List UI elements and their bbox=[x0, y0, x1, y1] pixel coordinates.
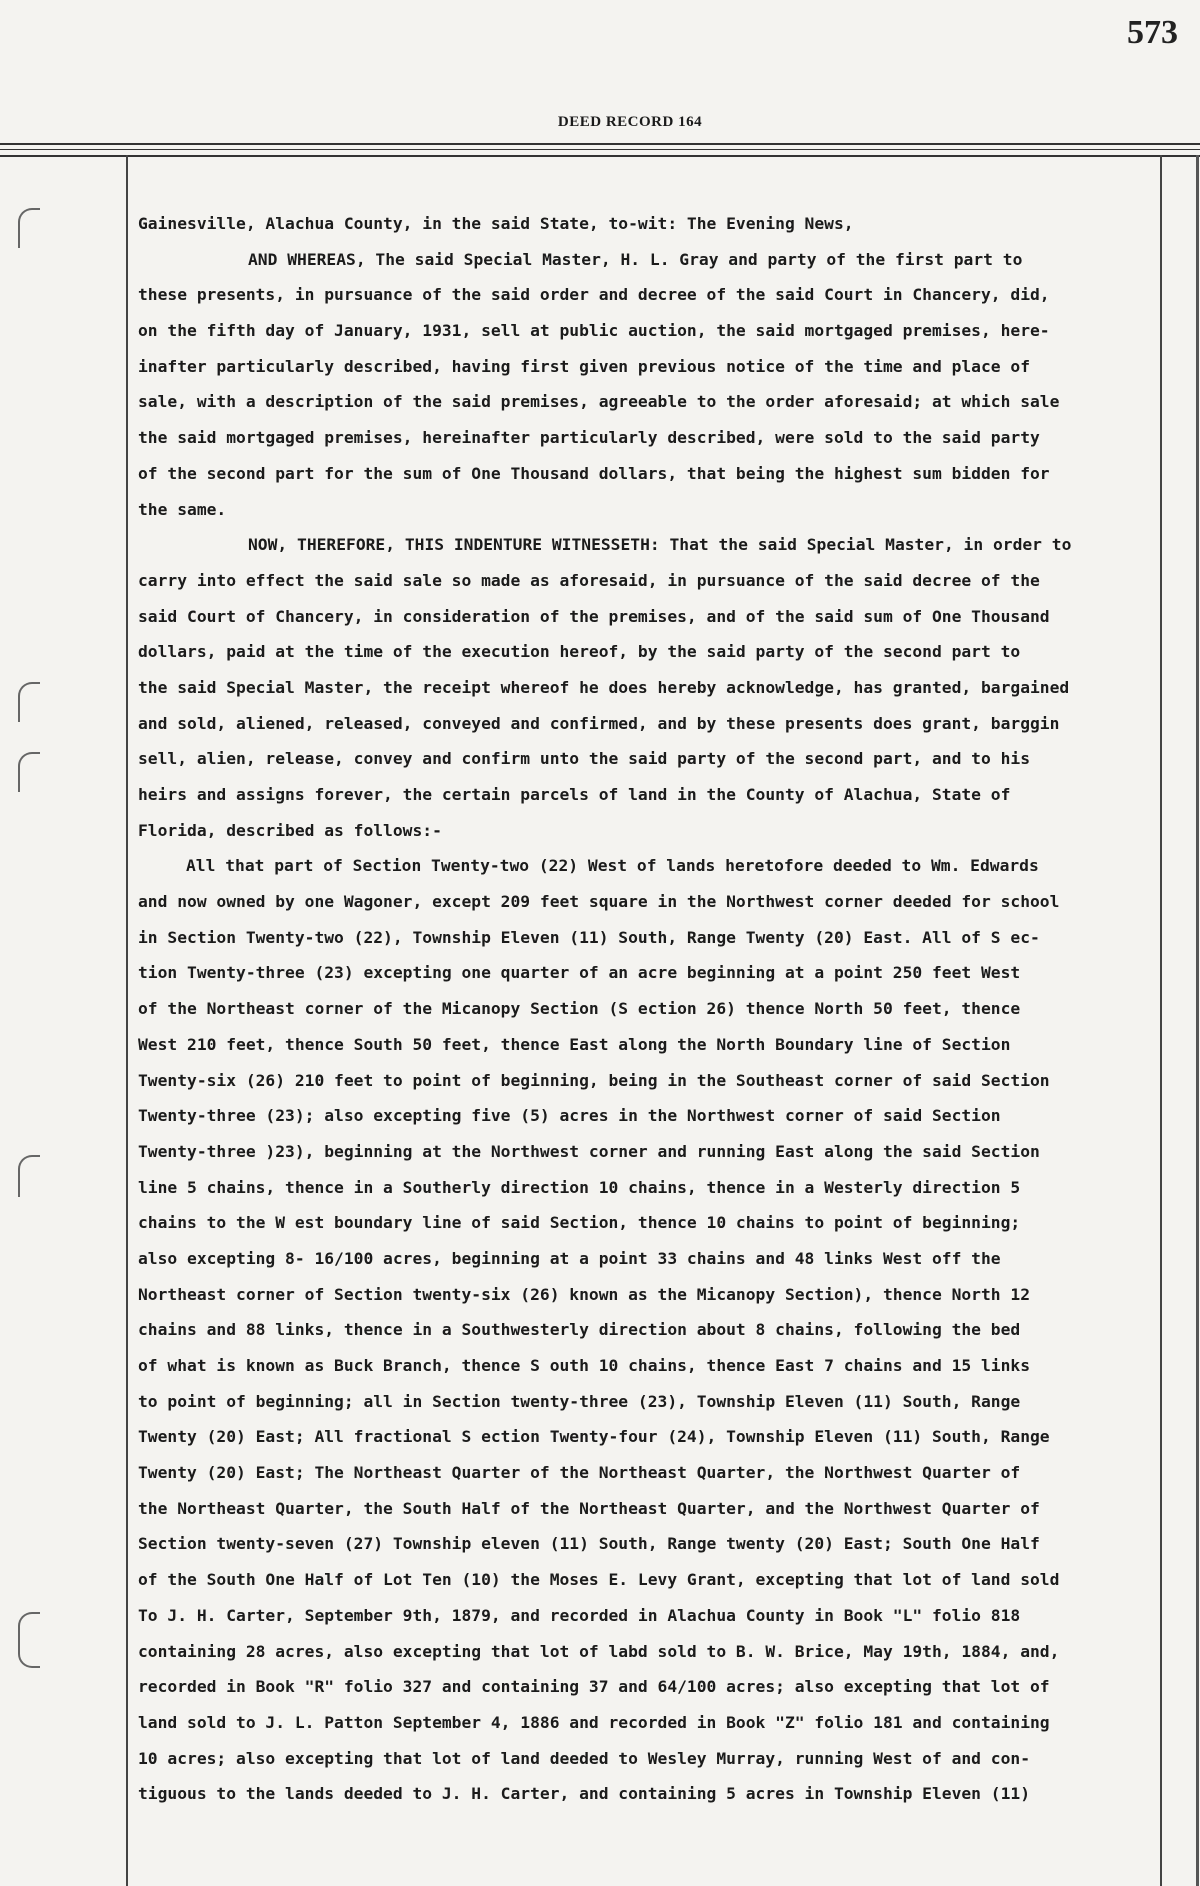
deed-text-line: tiguous to the lands deeded to J. H. Carter, and containing 5 acres in Township Eleven (11) bbox=[138, 1784, 1030, 1804]
header-rule-middle bbox=[0, 149, 1200, 150]
deed-text-line: heirs and assigns forever, the certain parcels of land in the County of Alachua, State of bbox=[138, 785, 1011, 804]
deed-text-line: Twenty (20) East; All fractional S ection Twenty-four (24), Township Eleven (11) South, Range bbox=[138, 1427, 1050, 1447]
deed-text-line: of the second part for the sum of One Thousand dollars, that being the highest sum bidden for bbox=[138, 463, 1050, 483]
deed-text-line: chains to the W est boundary line of said Section, thence 10 chains to point of beginning; bbox=[138, 1213, 1021, 1233]
right-margin-line bbox=[1160, 155, 1162, 1886]
deed-text-line: to point of beginning; all in Section twenty-three (23), Township Eleven (11) South, Range bbox=[138, 1391, 1021, 1411]
deed-text-line: Twenty-three )23), beginning at the Northwest corner and running East along the said Section bbox=[138, 1141, 1040, 1161]
deed-text-line: Twenty (20) East; The Northeast Quarter of the Northeast Quarter, the Northwest Quarter of bbox=[138, 1463, 1021, 1483]
deed-text-line: To J. H. Carter, September 9th, 1879, and recorded in Alachua County in Book "L" folio 818 bbox=[138, 1605, 1021, 1625]
deed-text-line: said Court of Chancery, in consideration of the premises, and of the said sum of One Thousand bbox=[138, 606, 1050, 626]
deed-text-line: All that part of Section Twenty-two (22) West of lands heretofore deeded to Wm. Edwards bbox=[186, 856, 1039, 876]
deed-text-line: of the Northeast corner of the Micanopy Section (S ection 26) thence North 50 feet, thence bbox=[138, 999, 1021, 1019]
deed-text-line: of what is known as Buck Branch, thence S outh 10 chains, thence East 7 chains and 15 links bbox=[138, 1356, 1030, 1375]
deed-text-line: sale, with a description of the said premises, agreeable to the order aforesaid; at which sale bbox=[138, 392, 1060, 412]
page-number: 573 bbox=[1127, 14, 1178, 51]
deed-text-line: these presents, in pursuance of the said order and decree of the said Court in Chancery, did, bbox=[138, 285, 1050, 305]
deed-text-line: Gainesville, Alachua County, in the said State, to-wit: The Evening News, bbox=[138, 214, 854, 233]
deed-text-line: Twenty-six (26) 210 feet to point of beginning, being in the Southeast corner of said Section bbox=[138, 1070, 1050, 1090]
binding-hole-mark bbox=[18, 682, 40, 722]
deed-text-line: and sold, aliened, released, conveyed and confirmed, and by these presents does grant, barggin bbox=[138, 713, 1060, 733]
deed-text-line: and now owned by one Wagoner, except 209 feet square in the Northwest corner deeded for school bbox=[138, 892, 1060, 912]
binding-hole-mark bbox=[18, 1155, 40, 1197]
deed-text-line: dollars, paid at the time of the execution hereof, by the said party of the second part to bbox=[138, 642, 1021, 662]
deed-text-line: tion Twenty-three (23) excepting one quarter of an acre beginning at a point 250 feet West bbox=[138, 963, 1021, 983]
deed-text-line: the Northeast Quarter, the South Half of the Northeast Quarter, and the Northwest Quarter of bbox=[138, 1498, 1040, 1518]
deed-text-line: in Section Twenty-two (22), Township Eleven (11) South, Range Twenty (20) East. All of S ec- bbox=[138, 927, 1040, 947]
deed-text-line: of the South One Half of Lot Ten (10) the Moses E. Levy Grant, excepting that lot of land sold bbox=[138, 1570, 1060, 1590]
deed-text-line: Section twenty-seven (27) Township eleven (11) South, Range twenty (20) East; South One Half bbox=[138, 1534, 1040, 1554]
deed-text-line: recorded in Book "R" folio 327 and containing 37 and 64/100 acres; also excepting that lot of bbox=[138, 1677, 1050, 1697]
binding-hole-mark bbox=[18, 208, 40, 248]
deed-text-line: also excepting 8- 16/100 acres, beginning at a point 33 chains and 48 links West off the bbox=[138, 1248, 1001, 1268]
deed-text-line: land sold to J. L. Patton September 4, 1886 and recorded in Book "Z" folio 181 and containing bbox=[138, 1712, 1050, 1732]
deed-text-line: West 210 feet, thence South 50 feet, thence East along the North Boundary line of Section bbox=[138, 1034, 1011, 1054]
binding-hole-mark bbox=[18, 1612, 40, 1668]
deed-text-line: on the fifth day of January, 1931, sell at public auction, the said mortgaged premises, here- bbox=[138, 321, 1050, 341]
deed-body-text bbox=[138, 206, 1158, 1812]
deed-text-line: containing 28 acres, also excepting that lot of labd sold to B. W. Brice, May 19th, 1884, and, bbox=[138, 1641, 1060, 1661]
deed-text-line: AND WHEREAS, The said Special Master, H. L. Gray and party of the first part to bbox=[248, 249, 1023, 269]
binding-hole-mark bbox=[18, 752, 40, 792]
page-edge-line bbox=[1196, 155, 1199, 1886]
deed-text-line: chains and 88 links, thence in a Southwesterly direction about 8 chains, following the bed bbox=[138, 1320, 1021, 1340]
deed-text-line: 10 acres; also excepting that lot of land deeded to Wesley Murray, running West of and con- bbox=[138, 1748, 1030, 1768]
ledger-title: DEED RECORD 164 bbox=[557, 114, 703, 130]
deed-text-line: carry into effect the said sale so made as aforesaid, in pursuance of the said decree of the bbox=[138, 570, 1040, 590]
deed-text-line: Northeast corner of Section twenty-six (26) known as the Micanopy Section), thence North 12 bbox=[138, 1284, 1030, 1304]
deed-text-line: the said Special Master, the receipt whereof he does hereby acknowledge, has granted, bargained bbox=[138, 677, 1070, 697]
deed-text-line: the same. bbox=[138, 499, 227, 519]
deed-text-line: inafter particularly described, having first given previous notice of the time and place of bbox=[138, 356, 1030, 376]
deed-text-line: the said mortgaged premises, hereinafter particularly described, were sold to the said party bbox=[138, 428, 1040, 448]
header-rule-bottom bbox=[0, 155, 1200, 157]
deed-text-line: Florida, described as follows:- bbox=[138, 820, 442, 840]
deed-text-line: line 5 chains, thence in a Southerly direction 10 chains, thence in a Westerly direction 5 bbox=[138, 1177, 1021, 1197]
deed-text-line: NOW, THEREFORE, THIS INDENTURE WITNESSETH: That the said Special Master, in order to bbox=[248, 535, 1072, 555]
deed-text-line: sell, alien, release, convey and confirm unto the said party of the second part, and to his bbox=[138, 749, 1030, 769]
left-margin-line bbox=[126, 155, 128, 1886]
deed-text-line: Twenty-three (23); also excepting five (5) acres in the Northwest corner of said Section bbox=[138, 1106, 1001, 1126]
header-rule-top bbox=[0, 143, 1200, 145]
